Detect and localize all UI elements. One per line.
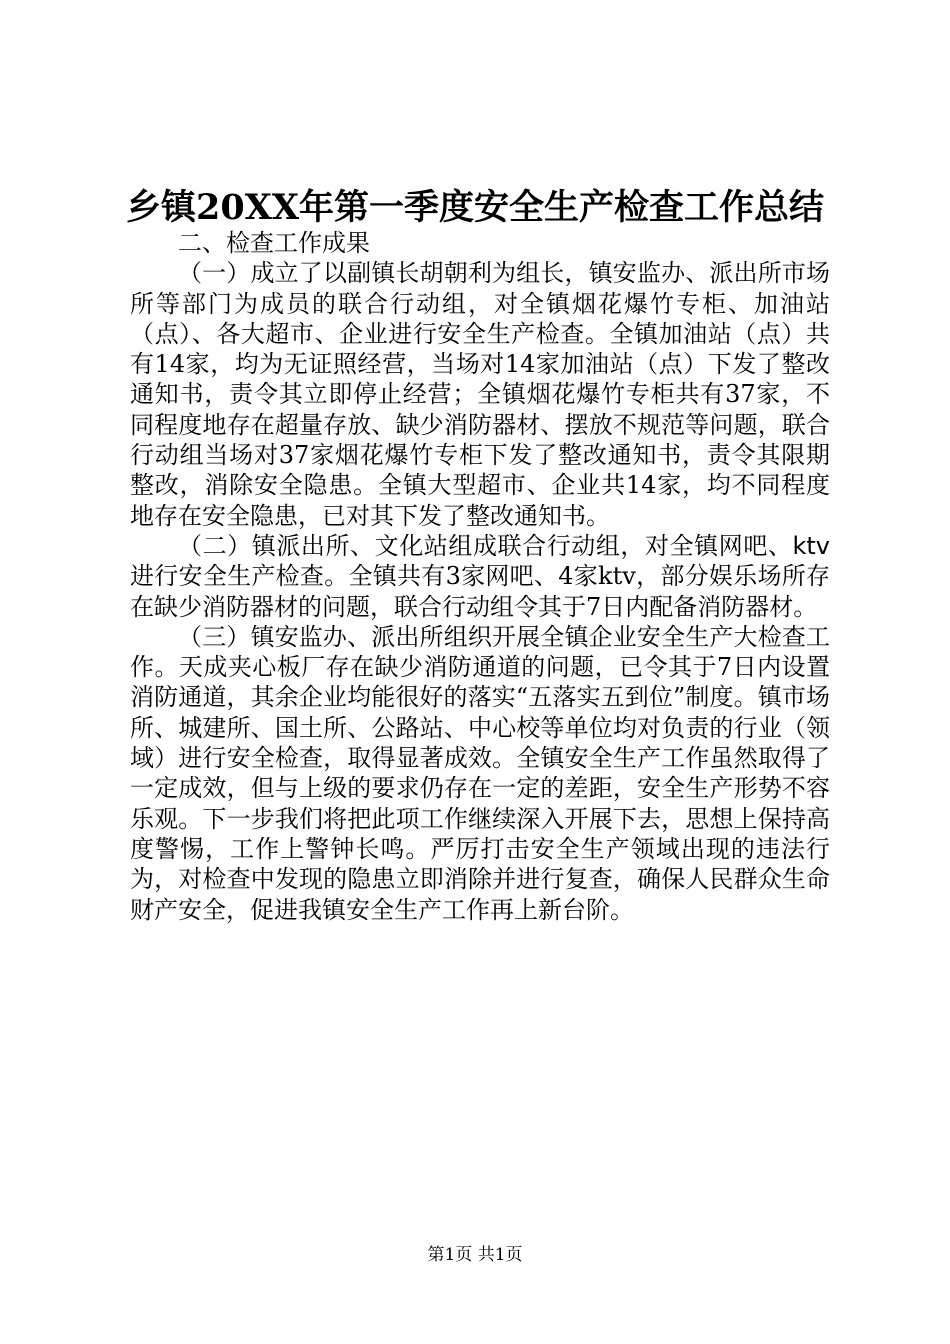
document-body xyxy=(130,228,830,925)
paragraph-1-lead: （一）成立了以副镇长胡朝利为组长，镇安监办、派出所市场所等部门为成员的联合行动组，对全镇烟花爆竹专柜、加油站（点）、各大超市、企业进行安全生产检查。 xyxy=(130,259,830,348)
paragraph-3-body: 天成夹心板厂存在缺少消防通道的问题，已令其于7日内设置消防通道，其余企业均能很好的落实“五落实五到位”制度。镇市场所、城建所、国土所、公路站、中心校等单位均对负责的行业（领域）进行安全检查，取得显著成效。全镇安全生产工作虽然取得了一定成效，但与上级的要求仍存在一定的差距，安全生产形势不容乐观。下一步我们将把此项工作继续深入开展下去，思想上保持高度警惕，工作上警钟长鸣。严厉打击安全生产领域出现的违法行为，对检查中发现的隐患立即消除并进行复查，确保人民群众生命财产安全，促进我镇安全生产工作再上新台阶。 xyxy=(130,653,830,924)
paragraph-1-body: 全镇加油站（点）共有14家，均为无证照经营，当场对14家加油站（点）下发了整改通知书，责令其立即停止经营；全镇烟花爆竹专柜共有37家，不同程度地存在超量存放、缺少消防器材、摆放不规范等问题，联合行动组当场对37家烟花爆竹专柜下发了整改通知书，责令其限期整改，消除安全隐患。全镇大型超市、企业共14家，均不同程度地存在安全隐患，已对其下发了整改通知书。 xyxy=(130,319,831,530)
paragraph-3-lead: （三）镇安监办、派出所组织开展全镇企业安全生产大检查工作。 xyxy=(130,622,830,682)
page-footer: 第1页 共1页 xyxy=(427,1245,523,1265)
document-title: 乡镇20XX年第一季度安全生产检查工作总结 xyxy=(125,187,825,228)
paragraph-2-body: 全镇共有3家网吧、4家ktv，部分娱乐场所存在缺少消防器材的问题，联合行动组令其于7日内配备消防器材。 xyxy=(130,562,830,621)
section-heading: 二、检查工作成果 xyxy=(178,229,370,257)
paragraph-2-lead: （二）镇派出所、文化站组成联合行动组，对全镇网吧、ktv进行安全生产检查。 xyxy=(130,531,830,591)
paragraph-1 xyxy=(130,258,830,531)
paragraph-2 xyxy=(130,531,830,622)
paragraph-3 xyxy=(130,622,830,925)
